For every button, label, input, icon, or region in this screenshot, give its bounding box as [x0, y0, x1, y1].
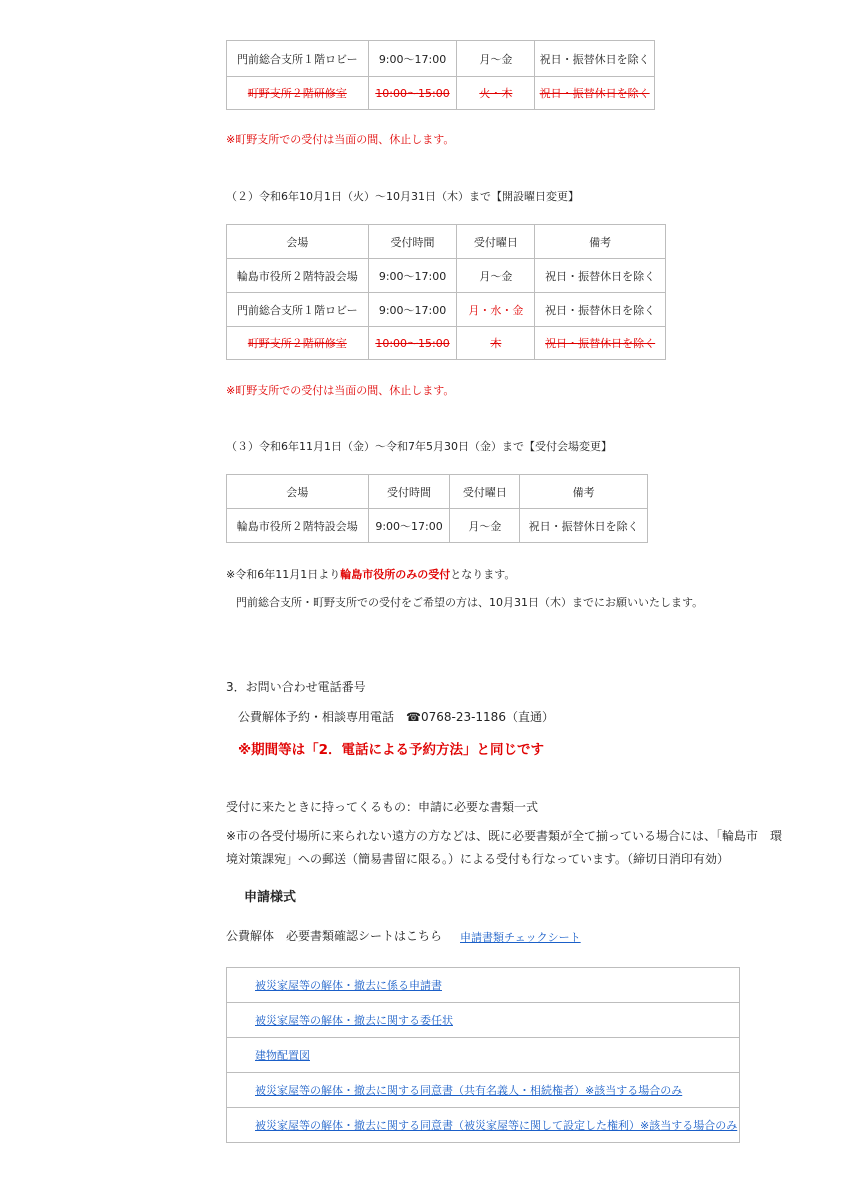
time-cell: 10:00～15:00	[368, 327, 457, 360]
time-cell: 9:00～17:00	[368, 259, 457, 293]
venue-table-1	[226, 40, 655, 110]
days-cell: 木	[457, 327, 535, 360]
document-link[interactable]: 被災家屋等の解体・撤去に関する同意書（共有名義人・相続権者）※該当する場合のみ	[255, 1084, 683, 1097]
application-documents-table	[226, 967, 740, 1143]
contact-phone-line: 公費解体予約・相談専用電話 ☎0768-23-1186（直通）	[238, 710, 554, 724]
section-heading-2: （２）令和6年10月1日（火）～10月31日（木）まで【開設曜日変更】	[226, 190, 579, 203]
document-link[interactable]: 被災家屋等の解体・撤去に関する同意書（被災家屋等に関して設定した権利）※該当する場合のみ	[255, 1119, 738, 1132]
table-row	[227, 259, 666, 293]
notes-cell: 祝日・振替休日を除く	[535, 327, 666, 360]
venue-cell: 門前総合支所１階ロビー	[227, 293, 369, 327]
header-venue: 会場	[227, 475, 369, 509]
venue-change-note	[226, 566, 515, 582]
header-venue: 会場	[227, 225, 369, 259]
time-cell: 9:00～17:00	[368, 41, 457, 77]
venue-change-note-line2: 門前総合支所・町野支所での受付をご希望の方は、10月31日（木）までにお願いいたします。	[236, 596, 704, 609]
suspension-note: ※町野支所での受付は当面の間、休止します。	[226, 133, 455, 146]
venue-change-note-highlight: 輪島市役所のみの受付	[340, 568, 451, 581]
venue-cell: 町野支所２階研修室	[227, 327, 369, 360]
venue-change-note-suffix: となります。	[450, 568, 516, 581]
venue-table-2	[226, 224, 666, 360]
venue-change-note-prefix: ※令和6年11月1日より	[226, 568, 341, 581]
table-row	[227, 41, 655, 77]
document-link[interactable]: 被災家屋等の解体・撤去に関する委任状	[255, 1014, 453, 1027]
days-cell: 月～金	[450, 509, 520, 543]
mail-note-line1: ※市の各受付場所に来られない遠方の方などは、既に必要書類が全て揃っている場合には、「輪島市 環	[226, 829, 783, 843]
venue-cell: 輪島市役所２階特設会場	[227, 509, 369, 543]
table-row	[227, 293, 666, 327]
table-row	[227, 1073, 740, 1108]
check-sheet-link[interactable]: 申請書類チェックシート	[460, 931, 581, 944]
header-days: 受付曜日	[457, 225, 535, 259]
notes-cell: 祝日・振替休日を除く	[535, 259, 666, 293]
document-link[interactable]: 建物配置図	[255, 1049, 310, 1062]
document-cell	[227, 1073, 740, 1108]
notes-cell: 祝日・振替休日を除く	[535, 41, 655, 77]
table-row	[227, 327, 666, 360]
notes-cell: 祝日・振替休日を除く	[535, 293, 666, 327]
notes-cell: 祝日・振替休日を除く	[535, 77, 655, 110]
time-cell: 9:00～17:00	[368, 293, 457, 327]
venue-cell: 輪島市役所２階特設会場	[227, 259, 369, 293]
contact-heading: 3．お問い合わせ電話番号	[226, 680, 366, 694]
table-row	[227, 77, 655, 110]
venue-cell: 町野支所２階研修室	[227, 77, 369, 110]
header-days: 受付曜日	[450, 475, 520, 509]
table-header-row	[227, 475, 648, 509]
notes-cell: 祝日・振替休日を除く	[520, 509, 648, 543]
document-cell	[227, 1038, 740, 1073]
header-time: 受付時間	[368, 225, 457, 259]
document-cell	[227, 1003, 740, 1038]
suspension-note: ※町野支所での受付は当面の間、休止します。	[226, 384, 455, 397]
document-link[interactable]: 被災家屋等の解体・撤去に係る申請書	[255, 979, 442, 992]
forms-heading: 申請様式	[244, 890, 297, 905]
header-time: 受付時間	[368, 475, 450, 509]
check-sheet-label: 公費解体 必要書類確認シートはこちら	[226, 929, 443, 943]
table-row	[227, 968, 740, 1003]
header-notes: 備考	[535, 225, 666, 259]
contact-emphasis: ※期間等は「2．電話による予約方法」と同じです	[238, 742, 545, 758]
time-cell: 9:00～17:00	[368, 509, 450, 543]
table-header-row	[227, 225, 666, 259]
document-cell	[227, 968, 740, 1003]
mail-note-line2: 境対策課宛」への郵送（簡易書留に限る。）による受付も行なっています。（締切日消印有効）	[226, 852, 730, 866]
days-cell: 月・水・金	[457, 293, 535, 327]
table-row	[227, 1003, 740, 1038]
bring-items-line: 受付に来たときに持ってくるもの：申請に必要な書類一式	[226, 800, 539, 814]
document-cell	[227, 1108, 740, 1143]
section-heading-3: （３）令和6年11月1日（金）～令和7年5月30日（金）まで【受付会場変更】	[226, 440, 612, 453]
table-row	[227, 1108, 740, 1143]
venue-table-3	[226, 474, 648, 543]
table-row	[227, 1038, 740, 1073]
days-cell: 月～金	[457, 41, 535, 77]
days-cell: 火・木	[457, 77, 535, 110]
table-row	[227, 509, 648, 543]
days-cell: 月～金	[457, 259, 535, 293]
time-cell: 10:00～15:00	[368, 77, 457, 110]
header-notes: 備考	[520, 475, 648, 509]
venue-cell: 門前総合支所１階ロビー	[227, 41, 369, 77]
